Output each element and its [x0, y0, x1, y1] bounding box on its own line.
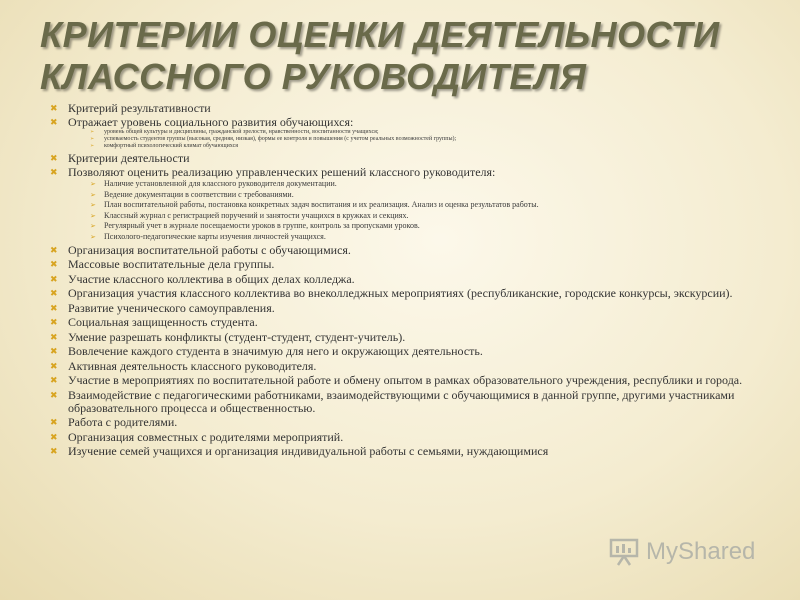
bullet-arrow-icon: ➢	[90, 201, 96, 209]
item-text: Массовые воспитательные дела группы.	[68, 257, 275, 271]
bullet-x-icon: ✖	[50, 417, 58, 427]
item-text: Вовлечение каждого студента в значимую для него и окружающих деятельность.	[68, 344, 483, 358]
logo-text: MyShared	[646, 538, 756, 565]
bullet-x-icon: ✖	[50, 244, 58, 255]
item-text: Социальная защищенность студента.	[68, 315, 258, 329]
bullet-x-icon: ✖	[50, 302, 58, 313]
bullet-x-icon: ✖	[50, 102, 58, 113]
item-text: Развитие ученического самоуправления.	[68, 300, 275, 315]
bullet-x-icon: ✖	[50, 375, 58, 385]
bullet-x-icon: ✖	[50, 346, 58, 356]
bullet-list	[50, 100, 770, 458]
list-item	[50, 389, 770, 415]
list-item	[50, 360, 770, 373]
bullet-x-icon: ✖	[50, 273, 58, 284]
sub-list-item	[50, 211, 770, 222]
bullet-arrow-icon: ➢	[90, 137, 95, 142]
title-line-1: КРИТЕРИИ ОЦЕНКИ ДЕЯТЕЛЬНОСТИ	[40, 14, 720, 55]
list-item	[50, 316, 770, 329]
bullet-x-icon: ✖	[50, 317, 58, 327]
item-text: Критерий результативности	[68, 100, 211, 115]
item-text: Позволяют оценить реализацию управленческих решений классного руководителя:	[68, 165, 496, 179]
bullet-x-icon: ✖	[50, 360, 58, 371]
list-item	[50, 244, 770, 257]
item-text: Участие в мероприятиях по воспитательной работе и обмену опытом в рамках образовательного учреждения, республики и города.	[68, 373, 743, 387]
item-text: План воспитательной работы, постановка конкретных задач воспитания и их реализация. Анализ и оценка результатов работы.	[104, 200, 539, 209]
item-text: Организация участия классного коллектива во внеколледжных мероприятиях (республиканские, городские конкурсы, экскурсии).	[68, 286, 733, 300]
item-text: Организация воспитательной работы с обучающимися.	[68, 242, 351, 257]
sub-list-item	[50, 221, 770, 232]
item-text: Взаимодействие с педагогическими работниками, взаимодействующими с обучающимися в данной группе, другими участниками образовательного процесса и общественностью.	[68, 387, 735, 415]
slide-title	[40, 14, 780, 98]
item-text: Психолого-педагогические карты изучения личностей учащихся.	[104, 231, 326, 241]
item-text: успеваемость студентов группы (высокая, средняя, низкая), формы ее контроля и повышения (с учетом реальных возможностей группы);	[104, 136, 457, 142]
list-item	[50, 258, 770, 271]
item-text: Ведение документации в соответствии с требованиями.	[104, 189, 294, 199]
list-item	[50, 102, 770, 115]
bullet-x-icon: ✖	[50, 117, 58, 127]
title-line-2: КЛАССНОГО РУКОВОДИТЕЛЯ	[40, 56, 587, 97]
item-text: Критерии деятельности	[68, 150, 190, 165]
bullet-arrow-icon: ➢	[90, 130, 95, 135]
list-item	[50, 116, 770, 129]
bullet-x-icon: ✖	[50, 331, 58, 342]
list-item	[50, 431, 770, 444]
bullet-x-icon: ✖	[50, 152, 58, 163]
item-text: Участие классного коллектива в общих делах колледжа.	[68, 271, 355, 286]
item-text: Работа с родителями.	[68, 415, 178, 429]
item-text: комфортный психологический климат обучающихся	[104, 143, 239, 149]
sub-list-item	[50, 136, 770, 143]
presentation-board-icon	[608, 538, 640, 566]
bullet-x-icon: ✖	[50, 259, 58, 269]
sub-list-item	[50, 143, 770, 150]
bullet-arrow-icon: ➢	[90, 190, 96, 199]
item-text: Умение разрешать конфликты (студент-студент, студент-учитель).	[68, 329, 406, 344]
bullet-x-icon: ✖	[50, 389, 58, 400]
list-item	[50, 273, 770, 286]
bullet-x-icon: ✖	[50, 167, 58, 177]
list-item	[50, 416, 770, 429]
list-item	[50, 331, 770, 344]
list-item	[50, 166, 770, 179]
list-item	[50, 152, 770, 165]
bullet-x-icon: ✖	[50, 288, 58, 298]
bullet-arrow-icon: ➢	[90, 222, 96, 230]
list-item	[50, 302, 770, 315]
sub-list-item	[50, 179, 770, 190]
item-text: Наличие установленной для классного руководителя документации.	[104, 179, 337, 188]
item-text: Организация совместных с родителями мероприятий.	[68, 429, 344, 444]
bullet-arrow-icon: ➢	[90, 211, 96, 220]
sub-list-item	[50, 190, 770, 201]
list-item	[50, 374, 770, 387]
sub-list-item	[50, 129, 770, 136]
myshared-logo	[608, 538, 755, 566]
item-text: уровень общей культуры и дисциплины, гражданской зрелости, нравственности, воспитанности учащихся;	[104, 129, 379, 135]
bullet-x-icon: ✖	[50, 431, 58, 442]
bullet-arrow-icon: ➢	[90, 144, 95, 149]
item-text: Классный журнал с регистрацией поручений и занятости учащихся в кружках и секциях.	[104, 210, 409, 220]
sub-list-item	[50, 232, 770, 243]
item-text: Изучение семей учащихся и организация индивидуальной работы с семьями, нуждающимися	[68, 444, 549, 458]
list-item	[50, 287, 770, 300]
list-item	[50, 345, 770, 358]
item-text: Отражает уровень социального развития обучающихся:	[68, 115, 354, 129]
bullet-arrow-icon: ➢	[90, 180, 96, 188]
list-item	[50, 445, 770, 458]
bullet-x-icon: ✖	[50, 446, 58, 456]
item-text: Активная деятельность классного руководителя.	[68, 358, 317, 373]
sub-list-item	[50, 200, 770, 211]
item-text: Регулярный учет в журнале посещаемости уроков в группе, контроль за пропусками уроков.	[104, 221, 420, 230]
bullet-arrow-icon: ➢	[90, 232, 96, 241]
